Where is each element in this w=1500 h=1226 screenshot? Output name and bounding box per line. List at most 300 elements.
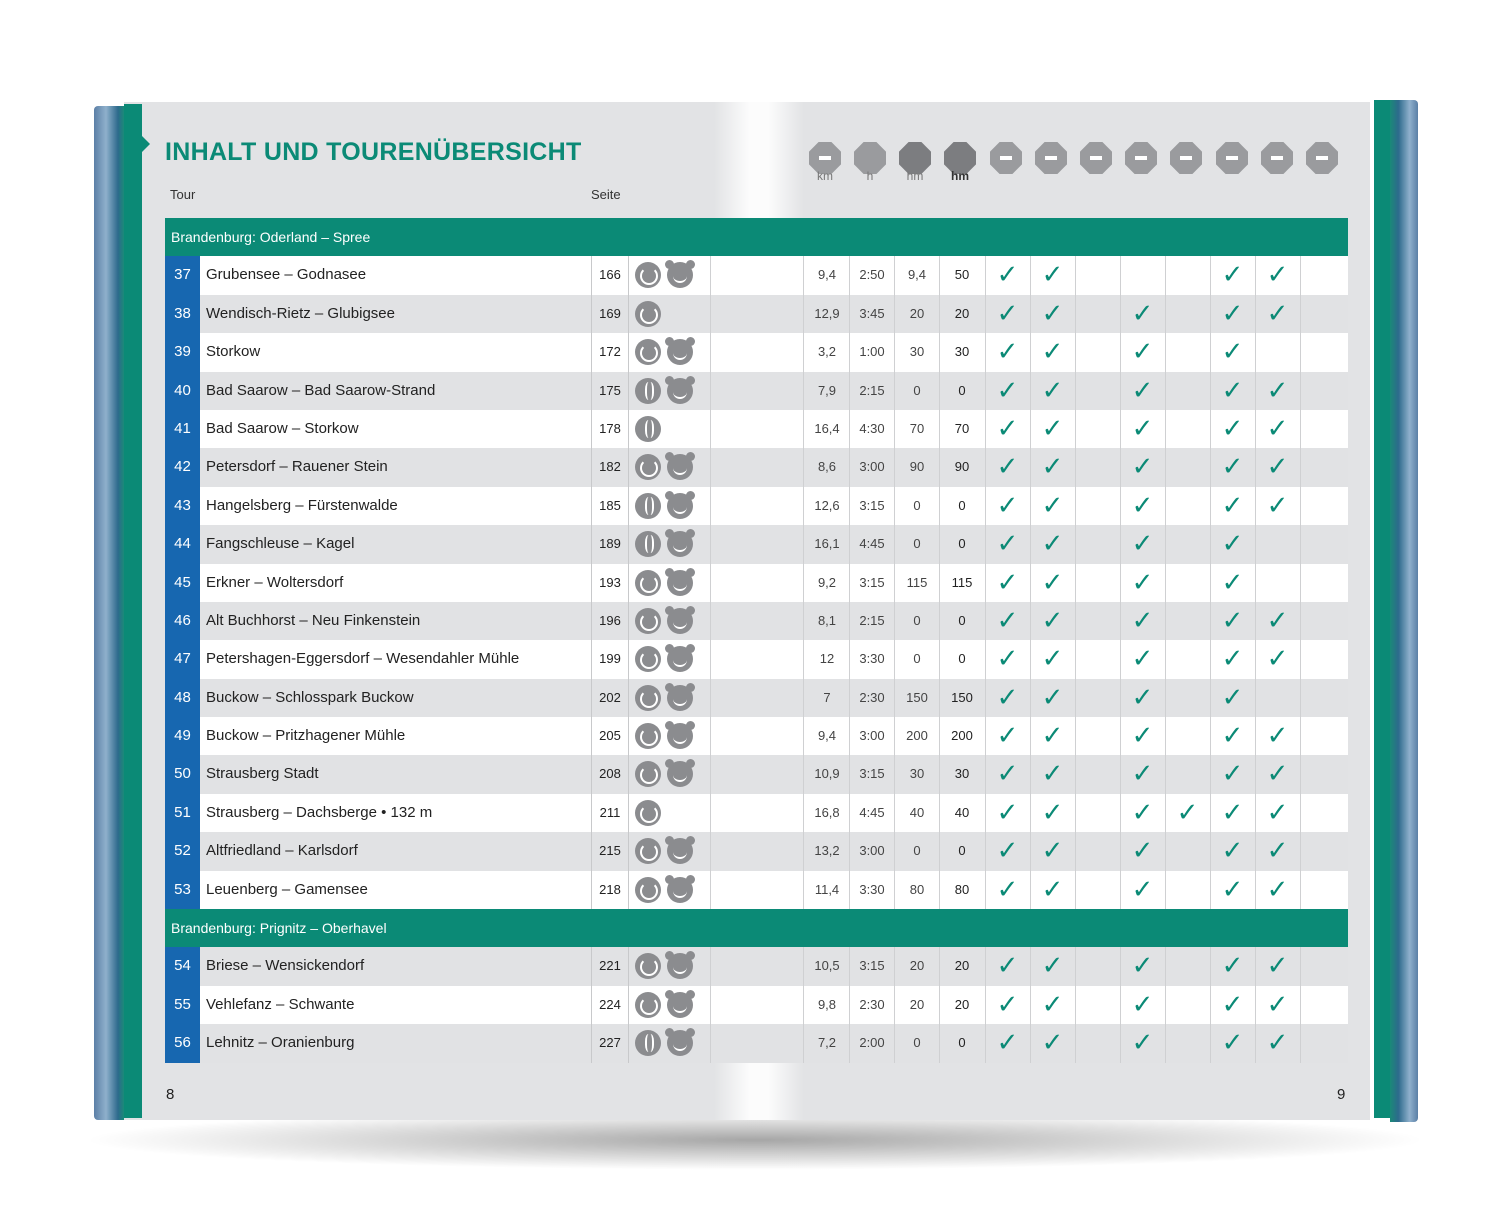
column-divider xyxy=(1300,564,1301,602)
column-divider xyxy=(1300,947,1301,985)
column-divider xyxy=(1300,525,1301,563)
summit-icon xyxy=(1170,142,1202,174)
distance-km: 7 xyxy=(823,689,831,705)
column-divider xyxy=(710,487,711,525)
train-icon xyxy=(1125,142,1157,174)
check-icon: ✓ xyxy=(1266,375,1289,406)
column-divider xyxy=(1165,487,1166,525)
check-icon: ✓ xyxy=(996,260,1019,291)
unit-label-3: hm xyxy=(951,169,969,183)
column-divider xyxy=(1300,256,1301,294)
check-icon: ✓ xyxy=(1221,989,1244,1020)
duration-h: 2:30 xyxy=(859,996,885,1012)
ascent-hm: 80 xyxy=(909,881,925,897)
column-divider xyxy=(1165,525,1166,563)
tour-row[interactable] xyxy=(165,487,1348,525)
column-divider xyxy=(710,1024,711,1062)
check-icon: ✓ xyxy=(1131,836,1154,867)
check-icon: ✓ xyxy=(1266,605,1289,636)
column-divider xyxy=(803,794,804,832)
page-reference: 211 xyxy=(591,794,629,832)
tour-row[interactable] xyxy=(165,564,1348,602)
column-divider xyxy=(1165,333,1166,371)
check-icon: ✓ xyxy=(1221,490,1244,521)
column-divider xyxy=(1165,717,1166,755)
loop-route-icon xyxy=(635,723,661,749)
road-icon xyxy=(1080,142,1112,174)
tour-row[interactable] xyxy=(165,755,1348,793)
column-divider xyxy=(1300,986,1301,1024)
ascent-hm: 9,4 xyxy=(907,267,927,283)
descent-hm: 0 xyxy=(958,497,966,513)
check-icon: ✓ xyxy=(996,298,1019,329)
check-icon: ✓ xyxy=(1221,644,1244,675)
column-divider xyxy=(1300,487,1301,525)
page-title: INHALT UND TOURENÜBERSICHT xyxy=(165,138,582,166)
column-divider xyxy=(1165,256,1166,294)
column-divider xyxy=(1300,295,1301,333)
check-icon: ✓ xyxy=(1041,413,1064,444)
check-icon: ✓ xyxy=(996,1028,1019,1059)
tour-name: Petershagen-Eggersdorf – Wesendahler Mühle xyxy=(206,650,520,668)
duration-h: 3:15 xyxy=(859,574,885,590)
column-divider xyxy=(1300,871,1301,909)
tour-row[interactable] xyxy=(165,525,1348,563)
ascent-hm: 70 xyxy=(909,420,925,436)
column-divider xyxy=(1165,448,1166,486)
descent-hm: 20 xyxy=(954,305,970,321)
descent-hm: 90 xyxy=(954,459,970,475)
distance-km: 16,4 xyxy=(814,420,840,436)
column-divider xyxy=(1165,410,1166,448)
tour-name: Buckow – Schlosspark Buckow xyxy=(206,688,414,706)
page-reference: 175 xyxy=(591,372,629,410)
check-icon: ✓ xyxy=(996,337,1019,368)
tour-row[interactable] xyxy=(165,295,1348,333)
page-reference: 205 xyxy=(591,717,629,755)
column-divider xyxy=(710,602,711,640)
tour-row[interactable] xyxy=(165,640,1348,678)
column-divider xyxy=(710,372,711,410)
check-icon: ✓ xyxy=(996,490,1019,521)
column-divider xyxy=(1165,947,1166,985)
tour-row[interactable] xyxy=(165,448,1348,486)
distance-km: 8,6 xyxy=(817,459,837,475)
tour-name: Hangelsberg – Fürstenwalde xyxy=(206,496,398,514)
check-icon: ✓ xyxy=(1266,413,1289,444)
family-friendly-icon xyxy=(667,531,693,557)
column-divider xyxy=(1165,1024,1166,1062)
check-icon: ✓ xyxy=(1131,337,1154,368)
descent-hm: 0 xyxy=(958,651,966,667)
descent-hm: 150 xyxy=(951,689,973,705)
tour-name: Strausberg Stadt xyxy=(206,765,319,783)
tour-name: Grubensee – Godnasee xyxy=(206,266,367,284)
one-way-route-icon xyxy=(635,1030,661,1056)
column-divider xyxy=(1300,602,1301,640)
one-way-route-icon xyxy=(635,416,661,442)
check-icon: ✓ xyxy=(1221,951,1244,982)
column-divider xyxy=(1075,871,1076,909)
family-friendly-icon xyxy=(667,339,693,365)
family-friendly-icon xyxy=(667,454,693,480)
tour-name: Petersdorf – Rauener Stein xyxy=(206,458,388,476)
distance-km: 9,2 xyxy=(817,574,837,590)
check-icon: ✓ xyxy=(996,452,1019,483)
check-icon: ✓ xyxy=(1131,529,1154,560)
column-divider xyxy=(1300,410,1301,448)
family-friendly-icon xyxy=(667,723,693,749)
column-divider xyxy=(1075,333,1076,371)
check-icon: ✓ xyxy=(1041,951,1064,982)
check-icon: ✓ xyxy=(1041,529,1064,560)
duration-h: 3:15 xyxy=(859,497,885,513)
tour-number: 51 xyxy=(165,794,200,832)
tour-row[interactable] xyxy=(165,602,1348,640)
ascent-hm: 0 xyxy=(913,536,921,552)
check-icon: ✓ xyxy=(996,605,1019,636)
duration-h: 2:00 xyxy=(859,1035,885,1051)
distance-km: 8,1 xyxy=(817,612,837,628)
restaurant-icon xyxy=(1216,142,1248,174)
check-icon: ✓ xyxy=(1221,836,1244,867)
page-reference: 193 xyxy=(591,564,629,602)
tour-number: 52 xyxy=(165,832,200,870)
loop-route-icon xyxy=(635,608,661,634)
column-divider xyxy=(1255,564,1256,602)
duration-h: 3:30 xyxy=(859,651,885,667)
check-icon: ✓ xyxy=(1266,951,1289,982)
unit-label-0: km xyxy=(817,169,833,183)
column-divider xyxy=(803,487,804,525)
check-icon: ✓ xyxy=(996,951,1019,982)
page-edge-right xyxy=(1390,100,1418,1122)
column-divider xyxy=(1075,679,1076,717)
check-icon: ✓ xyxy=(1041,490,1064,521)
family-icon xyxy=(1306,142,1338,174)
check-icon: ✓ xyxy=(1131,452,1154,483)
descent-hm: 0 xyxy=(958,843,966,859)
tour-row[interactable] xyxy=(165,794,1348,832)
duration-h: 3:15 xyxy=(859,958,885,974)
loop-route-icon xyxy=(635,800,661,826)
column-divider xyxy=(710,717,711,755)
column-divider xyxy=(710,794,711,832)
loop-route-icon xyxy=(635,838,661,864)
tour-number: 40 xyxy=(165,372,200,410)
descent-hm: 30 xyxy=(954,766,970,782)
distance-km: 9,8 xyxy=(817,996,837,1012)
tour-name: Altfriedland – Karlsdorf xyxy=(206,842,358,860)
duration-h: 3:30 xyxy=(859,881,885,897)
tour-name: Bad Saarow – Storkow xyxy=(206,419,359,437)
check-icon: ✓ xyxy=(1176,797,1199,828)
column-divider xyxy=(1300,640,1301,678)
column-divider xyxy=(1300,1024,1301,1062)
column-divider xyxy=(803,295,804,333)
one-way-route-icon xyxy=(635,378,661,404)
page-reference: 169 xyxy=(591,295,629,333)
check-icon: ✓ xyxy=(1131,874,1154,905)
column-divider xyxy=(1300,448,1301,486)
column-divider xyxy=(1075,448,1076,486)
check-icon: ✓ xyxy=(1266,797,1289,828)
tour-number: 48 xyxy=(165,679,200,717)
column-divider xyxy=(1075,640,1076,678)
duration-h: 4:45 xyxy=(859,804,885,820)
column-divider xyxy=(803,256,804,294)
check-icon: ✓ xyxy=(1131,567,1154,598)
check-icon: ✓ xyxy=(1131,605,1154,636)
tour-row[interactable] xyxy=(165,679,1348,717)
column-divider xyxy=(710,448,711,486)
check-icon: ✓ xyxy=(1041,721,1064,752)
family-friendly-icon xyxy=(667,685,693,711)
descent-hm: 20 xyxy=(954,996,970,1012)
distance-km: 3,2 xyxy=(817,344,837,360)
check-icon: ✓ xyxy=(1266,759,1289,790)
column-divider xyxy=(803,372,804,410)
check-icon: ✓ xyxy=(1041,375,1064,406)
column-divider xyxy=(710,333,711,371)
column-divider xyxy=(710,525,711,563)
column-divider xyxy=(1165,871,1166,909)
tour-number: 37 xyxy=(165,256,200,294)
check-icon: ✓ xyxy=(1221,759,1244,790)
check-icon: ✓ xyxy=(1266,836,1289,867)
column-divider xyxy=(1300,755,1301,793)
loop-route-icon xyxy=(635,262,661,288)
page-reference: 208 xyxy=(591,755,629,793)
check-icon: ✓ xyxy=(996,567,1019,598)
loop-route-icon xyxy=(635,301,661,327)
distance-km: 7,2 xyxy=(817,1035,837,1051)
distance-km: 12,9 xyxy=(814,305,840,321)
column-divider xyxy=(803,564,804,602)
column-divider xyxy=(1165,832,1166,870)
column-divider xyxy=(803,986,804,1024)
column-divider xyxy=(710,564,711,602)
distance-km: 13,2 xyxy=(814,843,840,859)
tour-row[interactable] xyxy=(165,410,1348,448)
tour-row[interactable] xyxy=(165,871,1348,909)
check-icon: ✓ xyxy=(996,759,1019,790)
column-divider xyxy=(1075,487,1076,525)
tour-number: 47 xyxy=(165,640,200,678)
check-icon: ✓ xyxy=(1131,375,1154,406)
page-reference: 172 xyxy=(591,333,629,371)
page-reference: 227 xyxy=(591,1024,629,1062)
descent-hm: 30 xyxy=(954,344,970,360)
unit-label-1: h xyxy=(866,169,874,183)
tour-row[interactable] xyxy=(165,256,1348,294)
column-divider xyxy=(710,986,711,1024)
ascent-hm: 0 xyxy=(913,382,921,398)
duration-h: 3:00 xyxy=(859,459,885,475)
check-icon: ✓ xyxy=(1266,874,1289,905)
tour-table xyxy=(165,218,1348,1063)
tour-row[interactable] xyxy=(165,832,1348,870)
tour-row[interactable] xyxy=(165,372,1348,410)
tour-row[interactable] xyxy=(165,947,1348,985)
ascent-hm: 0 xyxy=(913,612,921,628)
loop-route-icon xyxy=(635,646,661,672)
page-reference: 182 xyxy=(591,448,629,486)
page-edge-left xyxy=(94,106,124,1120)
duration-h: 2:15 xyxy=(859,382,885,398)
column-divider xyxy=(803,640,804,678)
check-icon: ✓ xyxy=(1266,644,1289,675)
check-icon: ✓ xyxy=(1131,797,1154,828)
column-divider xyxy=(710,410,711,448)
swim-icon xyxy=(1261,142,1293,174)
distance-km: 12 xyxy=(819,651,835,667)
distance-km: 16,8 xyxy=(814,804,840,820)
column-divider xyxy=(803,448,804,486)
duration-h: 3:45 xyxy=(859,305,885,321)
tour-number: 43 xyxy=(165,487,200,525)
check-icon: ✓ xyxy=(1131,1028,1154,1059)
page-reference: 224 xyxy=(591,986,629,1024)
loop-route-icon xyxy=(635,953,661,979)
check-icon: ✓ xyxy=(1131,989,1154,1020)
distance-km: 9,4 xyxy=(817,728,837,744)
tour-row[interactable] xyxy=(165,986,1348,1024)
page-reference: 178 xyxy=(591,410,629,448)
check-icon: ✓ xyxy=(1221,298,1244,329)
check-icon: ✓ xyxy=(1266,1028,1289,1059)
check-icon: ✓ xyxy=(1041,260,1064,291)
column-divider xyxy=(803,679,804,717)
check-icon: ✓ xyxy=(1041,874,1064,905)
column-divider xyxy=(1075,832,1076,870)
column-divider xyxy=(1165,640,1166,678)
page-reference: 185 xyxy=(591,487,629,525)
column-divider xyxy=(803,717,804,755)
tour-number: 45 xyxy=(165,564,200,602)
tour-number: 42 xyxy=(165,448,200,486)
column-divider xyxy=(803,871,804,909)
tour-row[interactable] xyxy=(165,717,1348,755)
tour-row[interactable] xyxy=(165,333,1348,371)
ascent-hm: 0 xyxy=(913,497,921,513)
descent-hm: 0 xyxy=(958,612,966,628)
chapter-arrow-icon xyxy=(142,136,150,152)
check-icon: ✓ xyxy=(1131,298,1154,329)
duration-h: 3:00 xyxy=(859,728,885,744)
family-friendly-icon xyxy=(667,761,693,787)
duration-h: 2:50 xyxy=(859,267,885,283)
column-divider xyxy=(710,947,711,985)
check-icon: ✓ xyxy=(996,644,1019,675)
check-icon: ✓ xyxy=(996,529,1019,560)
tour-name: Leuenberg – Gamensee xyxy=(206,880,368,898)
column-divider xyxy=(1255,679,1256,717)
column-divider xyxy=(710,640,711,678)
tour-number: 55 xyxy=(165,986,200,1024)
check-icon: ✓ xyxy=(1131,490,1154,521)
check-icon: ✓ xyxy=(1131,759,1154,790)
column-divider xyxy=(710,679,711,717)
descent-hm: 0 xyxy=(958,536,966,552)
column-divider xyxy=(1300,372,1301,410)
column-divider xyxy=(803,1024,804,1062)
tour-number: 53 xyxy=(165,871,200,909)
chapter-tab-right xyxy=(1374,100,1390,1118)
column-divider xyxy=(803,602,804,640)
tour-number: 49 xyxy=(165,717,200,755)
column-divider xyxy=(710,755,711,793)
family-friendly-icon xyxy=(667,992,693,1018)
column-divider xyxy=(1075,256,1076,294)
check-icon: ✓ xyxy=(1221,452,1244,483)
section-header xyxy=(165,909,1348,947)
check-icon: ✓ xyxy=(1221,260,1244,291)
descent-hm: 20 xyxy=(954,958,970,974)
descent-hm: 200 xyxy=(951,728,973,744)
family-friendly-icon xyxy=(667,1030,693,1056)
descent-hm: 115 xyxy=(951,574,973,590)
check-icon: ✓ xyxy=(996,874,1019,905)
check-icon: ✓ xyxy=(1266,721,1289,752)
tour-row[interactable] xyxy=(165,1024,1348,1062)
check-icon: ✓ xyxy=(1041,1028,1064,1059)
column-divider xyxy=(803,832,804,870)
family-friendly-icon xyxy=(667,953,693,979)
check-icon: ✓ xyxy=(1041,682,1064,713)
tour-name: Lehnitz – Oranienburg xyxy=(206,1034,355,1052)
check-icon: ✓ xyxy=(1041,452,1064,483)
page-reference: 215 xyxy=(591,832,629,870)
tour-name: Bad Saarow – Bad Saarow-Strand xyxy=(206,381,436,399)
ascent-hm: 20 xyxy=(909,996,925,1012)
family-friendly-icon xyxy=(667,838,693,864)
column-divider xyxy=(1300,794,1301,832)
distance-km: 9,4 xyxy=(817,267,837,283)
tour-name: Alt Buchhorst – Neu Finkenstein xyxy=(206,611,421,629)
loop-route-icon xyxy=(635,992,661,1018)
descent-hm: 40 xyxy=(954,804,970,820)
column-divider xyxy=(1075,525,1076,563)
check-icon: ✓ xyxy=(1041,989,1064,1020)
column-divider xyxy=(710,295,711,333)
tour-name: Wendisch-Rietz – Glubigsee xyxy=(206,304,395,322)
column-divider xyxy=(1165,986,1166,1024)
tour-number: 56 xyxy=(165,1024,200,1062)
ascent-hm: 150 xyxy=(906,689,928,705)
tour-number: 39 xyxy=(165,333,200,371)
page-reference: 199 xyxy=(591,640,629,678)
column-divider xyxy=(1255,333,1256,371)
descent-hm: 0 xyxy=(958,382,966,398)
duration-h: 2:30 xyxy=(859,689,885,705)
ascent-hm: 40 xyxy=(909,804,925,820)
duration-h: 4:30 xyxy=(859,420,885,436)
page-reference: 221 xyxy=(591,947,629,985)
loop-route-icon xyxy=(635,454,661,480)
descent-hm: 0 xyxy=(958,1035,966,1051)
distance-km: 12,6 xyxy=(814,497,840,513)
check-icon: ✓ xyxy=(1221,605,1244,636)
one-way-route-icon xyxy=(635,531,661,557)
ascent-hm: 115 xyxy=(906,574,928,590)
tour-number: 50 xyxy=(165,755,200,793)
family-friendly-icon xyxy=(667,646,693,672)
column-divider xyxy=(1075,717,1076,755)
tour-name: Storkow xyxy=(206,343,261,361)
check-icon: ✓ xyxy=(1041,298,1064,329)
check-icon: ✓ xyxy=(996,989,1019,1020)
